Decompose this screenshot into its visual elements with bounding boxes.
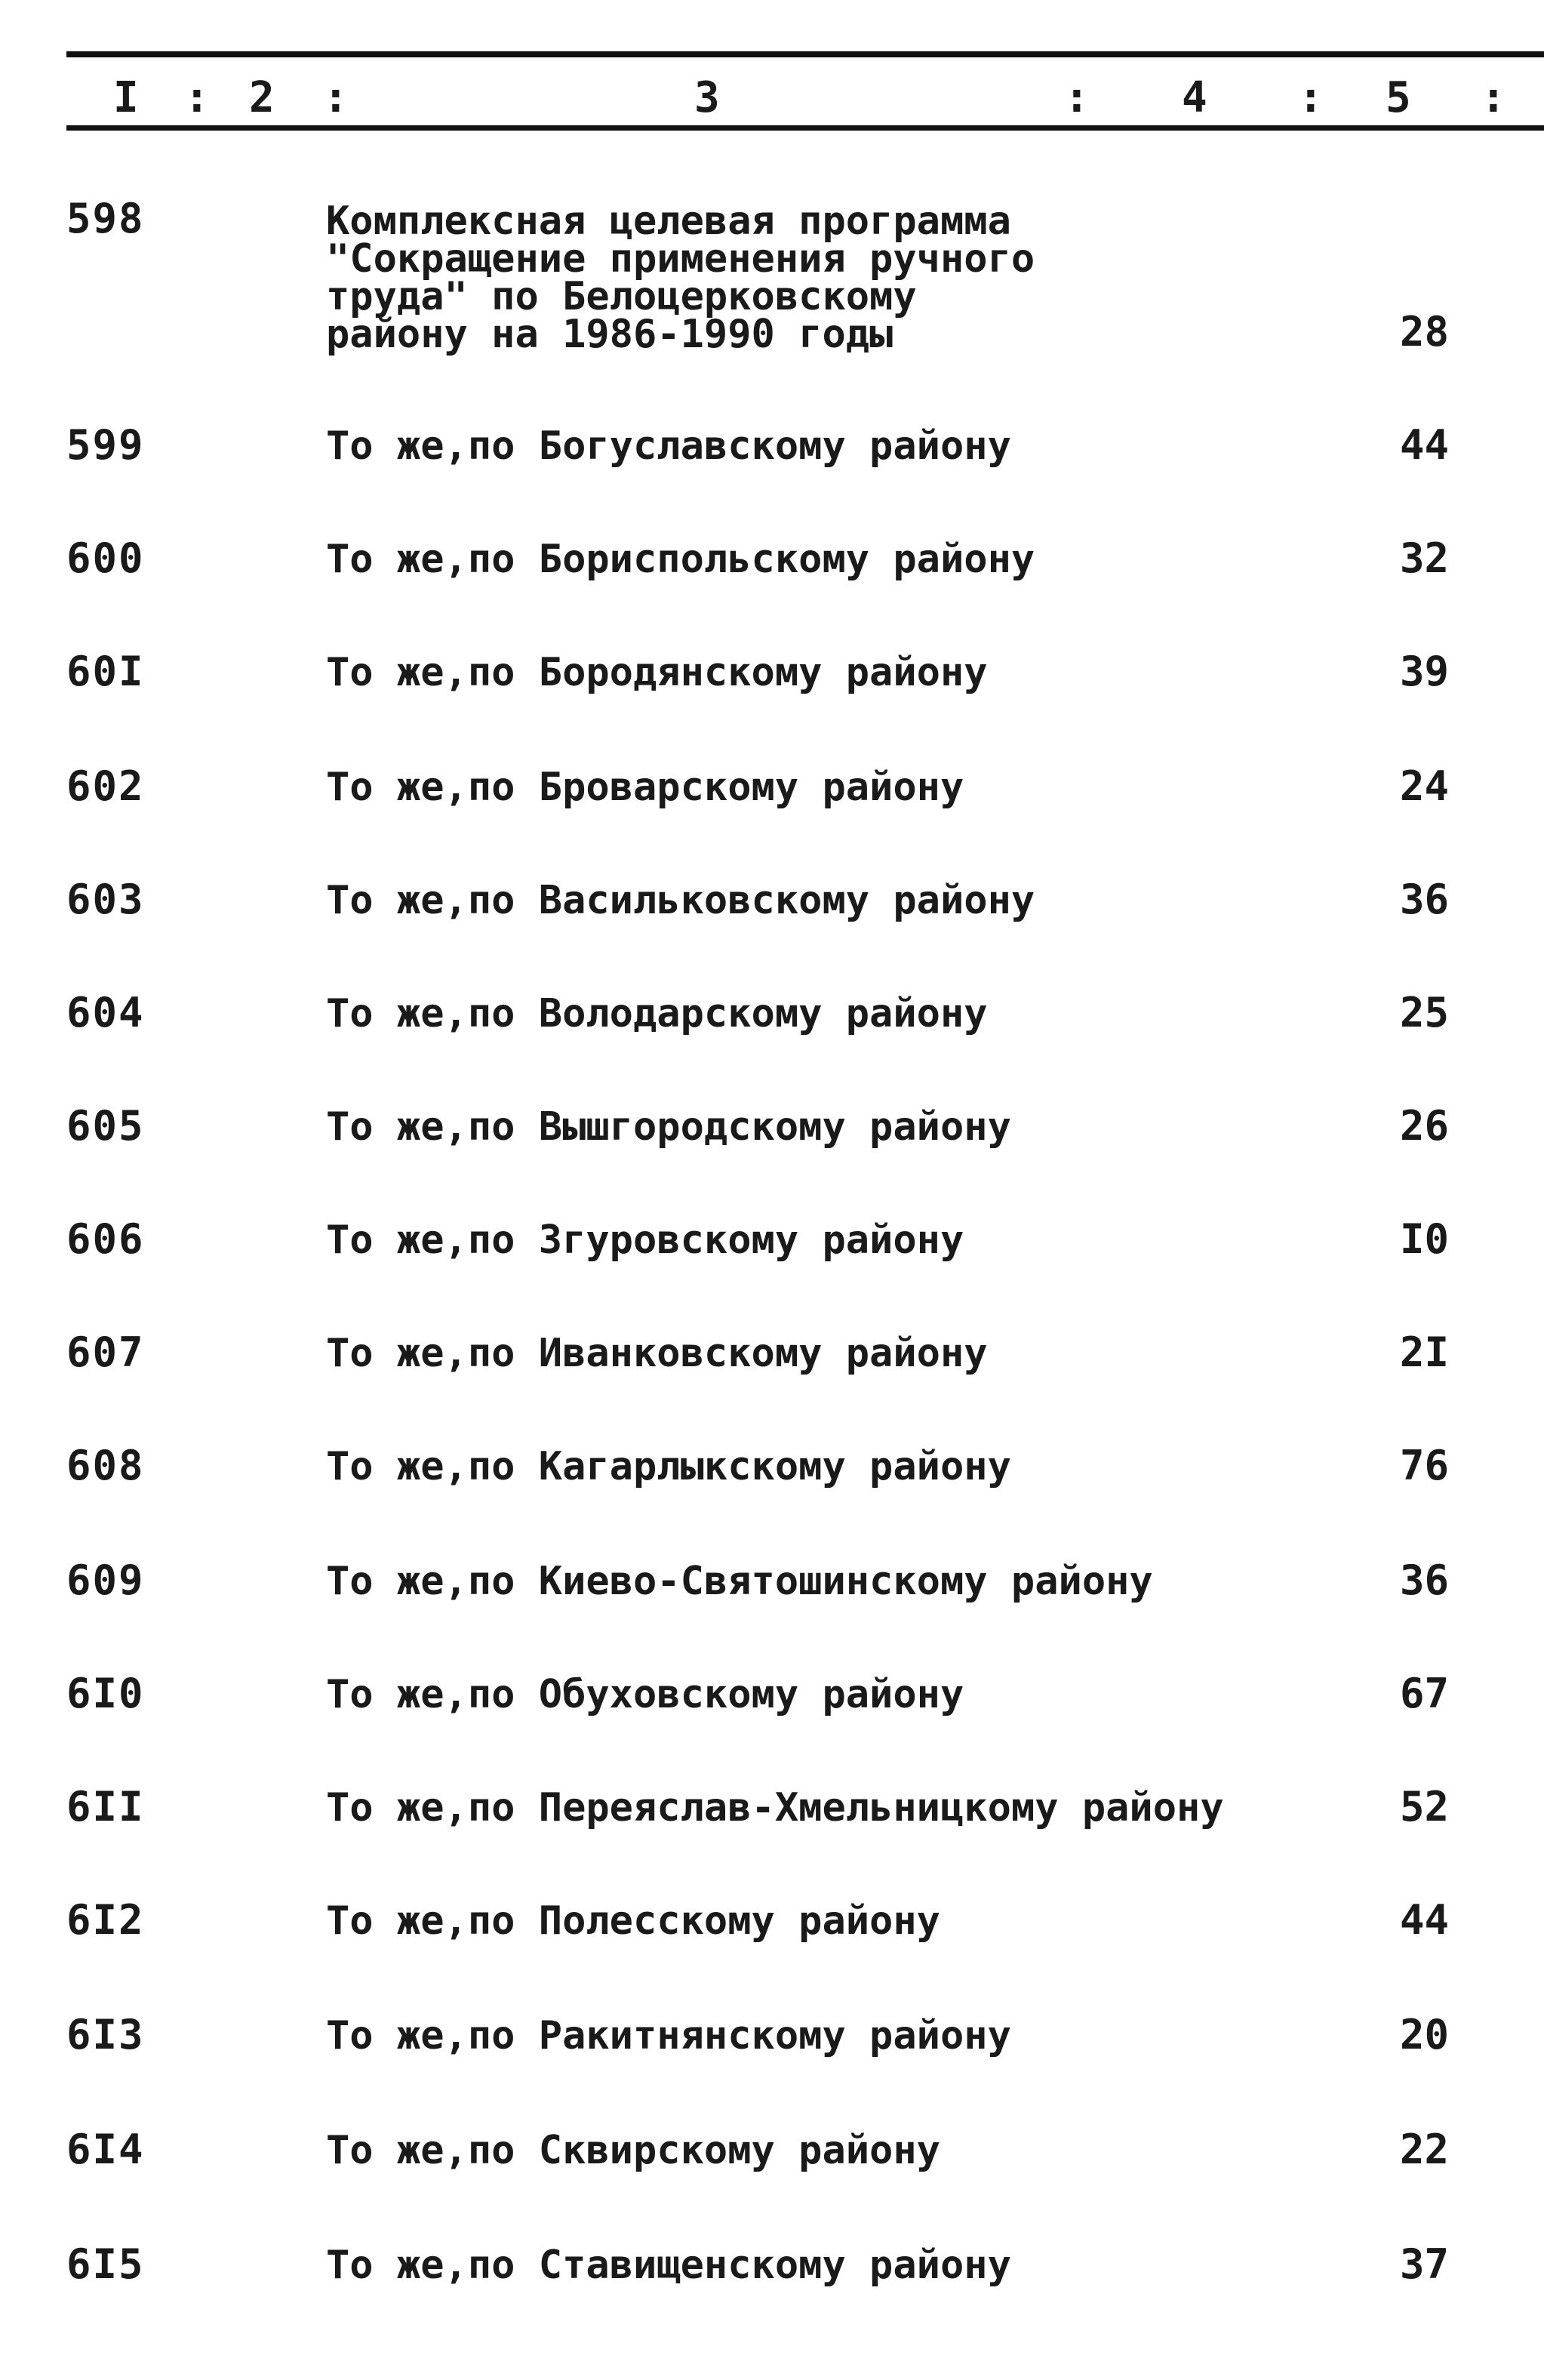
header-col-5: 5 <box>1386 73 1411 122</box>
row-number: 607 <box>66 1329 145 1376</box>
row-sheet-count: 44 <box>1399 421 1449 469</box>
row-number: 605 <box>66 1102 145 1150</box>
row-number: 6I2 <box>66 1896 145 1944</box>
header-col-2: 2 <box>249 73 275 122</box>
row-title: То же,по Згуровскому району <box>326 1218 964 1263</box>
row-sheet-count: 36 <box>1399 1556 1449 1604</box>
row-number: 606 <box>66 1215 145 1263</box>
row-number: 6II <box>66 1783 145 1830</box>
row-sheet-count: 22 <box>1399 2126 1449 2173</box>
row-number: 6I0 <box>66 1670 145 1717</box>
row-sheet-count: 24 <box>1399 762 1449 810</box>
row-title: То же,по Сквирскому району <box>326 2128 940 2173</box>
row-title: То же,по Васильковскому району <box>326 878 1035 923</box>
row-sheet-count: 25 <box>1399 989 1449 1036</box>
row-number: 599 <box>66 421 145 469</box>
row-title: То же,по Переяслав-Хмельницкому району <box>326 1785 1224 1830</box>
row-sheet-count: 28 <box>1399 308 1449 356</box>
row-title: То же,по Обуховскому району <box>326 1672 964 1717</box>
row-title: То же,по Володарскому району <box>326 991 988 1036</box>
row-number: 604 <box>66 989 145 1036</box>
row-sheet-count: 52 <box>1399 1783 1449 1830</box>
row-sheet-count: I0 <box>1399 1215 1449 1263</box>
row-sheet-count: 2I <box>1399 1329 1449 1376</box>
header-separator-1: : <box>184 73 210 122</box>
header-col-1: I <box>113 73 139 122</box>
row-sheet-count: 36 <box>1399 876 1449 923</box>
row-number: 600 <box>66 534 145 582</box>
row-number: 6I3 <box>66 2011 145 2058</box>
row-sheet-count: 67 <box>1399 1670 1449 1717</box>
row-sheet-count: 26 <box>1399 1102 1449 1150</box>
row-number: 6I5 <box>66 2240 145 2288</box>
row-title: То же,по Ракитнянскому району <box>326 2013 1011 2058</box>
row-title: То же,по Киево-Святошинскому району <box>326 1559 1153 1604</box>
row-title: То же,по Броварскому району <box>326 765 964 810</box>
header-top-rule <box>66 51 1544 57</box>
row-title: То же,по Иванковскому району <box>326 1331 988 1376</box>
row-number: 60I <box>66 648 145 695</box>
row-sheet-count: 37 <box>1399 2240 1449 2288</box>
row-title: То же,по Богуславскому району <box>326 423 1011 469</box>
row-number: 609 <box>66 1556 145 1604</box>
row-title: То же,по Вышгородскому району <box>326 1104 1011 1150</box>
row-title: То же,по Ставищенскому району <box>326 2243 1011 2288</box>
row-sheet-count: 39 <box>1399 648 1449 695</box>
header-col-4: 4 <box>1182 73 1207 122</box>
row-sheet-count: 32 <box>1399 534 1449 582</box>
header-separator-4: : <box>1298 73 1324 122</box>
row-number: 603 <box>66 876 145 923</box>
row-sheet-count: 76 <box>1399 1442 1449 1489</box>
row-title: То же,по Кагарлыкскому району <box>326 1444 1011 1489</box>
header-bottom-rule <box>66 125 1544 131</box>
row-title: То же,по Бориспольскому району <box>326 537 1035 582</box>
header-separator-2: : <box>323 73 349 122</box>
header-separator-3: : <box>1064 73 1090 122</box>
header-separator-5: : <box>1481 73 1506 122</box>
row-sheet-count: 20 <box>1399 2011 1449 2058</box>
row-number: 602 <box>66 762 145 810</box>
header-col-3: 3 <box>694 73 720 122</box>
row-sheet-count: 44 <box>1399 1896 1449 1944</box>
row-number: 608 <box>66 1442 145 1489</box>
row-number: 598 <box>66 195 145 242</box>
row-number: 6I4 <box>66 2126 145 2173</box>
row-title: То же,по Полесскому району <box>326 1898 940 1944</box>
row-title: Комплексная целевая программа "Сокращение применения ручного труда" по Белоцерковскому району на 1986-1990 годы <box>326 199 1035 357</box>
row-title: То же,по Бородянскому району <box>326 650 988 695</box>
